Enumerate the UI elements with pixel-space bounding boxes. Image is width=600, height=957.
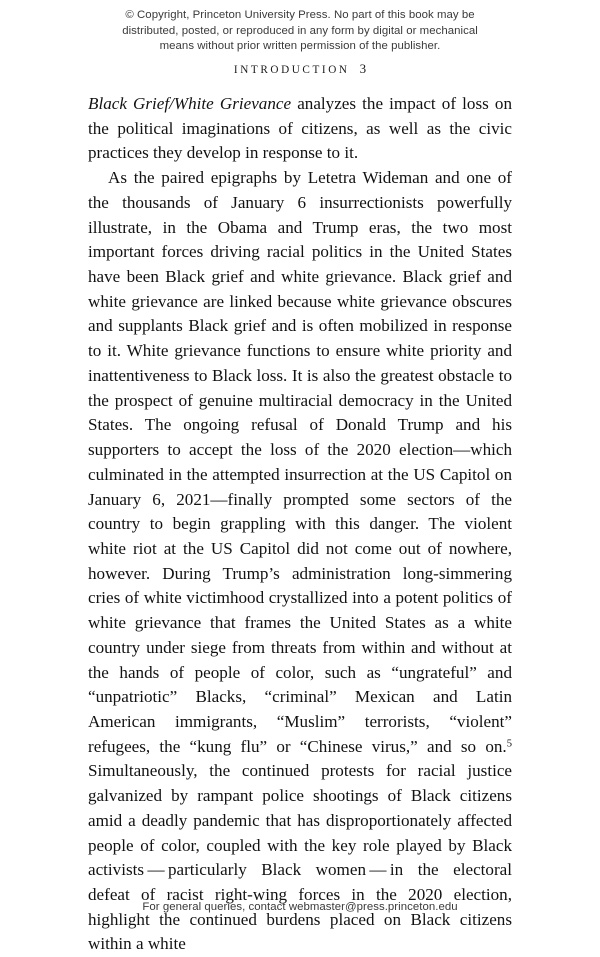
book-title-italic: Black Grief/White Grievance (88, 94, 292, 113)
paragraph-1-text: analyzes the impact of loss on the political imaginations of citizens, as well as the civic practices they develop in response to it. (88, 94, 512, 163)
copyright-line-1: © Copyright, Princeton University Press. No part of this book may be (125, 9, 475, 21)
paragraph-2-text-part-2: Simultaneously, the continued protests for racial justice galvanized by rampant police shootings of Black citizens amid a deadly pandemic that has disproportionately affected people of color, coupled with the key role played by Black activists — particularly Black women — in the electoral defeat of racist right-wing forces in the 2020 election, highlight the continued burdens placed on Black citizens within a white (88, 761, 512, 954)
paragraph-1 (88, 92, 512, 166)
running-head-title: INTRODUCTION (233, 64, 350, 76)
paragraph-2 (88, 166, 512, 957)
queries-watermark-footer: For general queries, contact webmaster@press.princeton.edu (142, 901, 458, 913)
copyright-line-2: distributed, posted, or reproduced in any form by digital or mechanical (122, 24, 478, 37)
copyright-watermark-header (0, 8, 600, 55)
running-head (0, 61, 600, 77)
body-text-block (88, 92, 512, 957)
copyright-line-3: means without prior written permission of the publisher. (159, 40, 441, 53)
footnote-reference-marker: 5 (506, 738, 512, 750)
paragraph-2-text-part-1: As the paired epigraphs by Letetra Wideman and one of the thousands of January 6 insurrectionists powerfully illustrate, in the Obama and Trump eras, the two most important forces driving racial politics in the United States have been Black grief and white grievance. Black grief and white grievance are linked because white grievance obscures and supplants Black grief and is often mobilized in response to it. White grievance functions to ensure white priority and inattentiveness to Black loss. It is also the greatest obstacle to the prospect of genuine multiracial democracy in the United States. The ongoing refusal of Donald Trump and his supporters to accept the loss of the 2020 election—which culminated in the attempted insurrection at the US Capitol on January 6, 2021—finally prompted some sectors of the country to begin grappling with this danger. The violent white riot at the US Capitol did not come out of nowhere, however. During Trump’s administration long-simmering cries of white victimhood crystallized into a potent politics of white grievance that frames the United States as a white country under siege from threats from within and without at the hands of people of color, such as “ungrateful” and “unpatriotic” Blacks, “criminal” Mexican and Latin American immigrants, “Muslim” terrorists, “violent” refugees, the “kung flu” or “Chinese virus,” and so on. (88, 168, 512, 756)
page-number: 3 (359, 61, 367, 76)
